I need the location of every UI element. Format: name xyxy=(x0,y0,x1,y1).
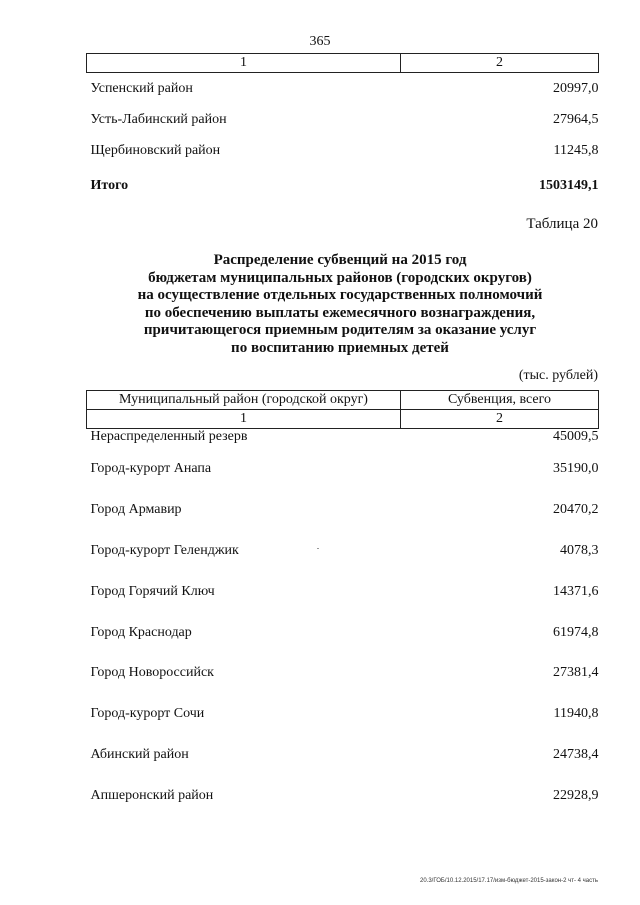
continuation-table xyxy=(86,53,599,206)
column-number-row xyxy=(87,410,599,429)
subsidy-value: 20470,2 xyxy=(553,502,599,518)
column-number: 1 xyxy=(87,410,401,429)
subsidy-value: 20997,0 xyxy=(553,80,599,96)
district-name: Успенский район xyxy=(90,80,193,96)
subsidy-value: 4078,3 xyxy=(560,542,599,558)
table-row xyxy=(87,429,599,450)
district-name: Город Краснодар xyxy=(90,624,192,640)
district-name: Апшеронский район xyxy=(90,787,214,803)
table-row xyxy=(87,490,599,531)
table-row xyxy=(87,694,599,735)
column-header: Муниципальный район (городской округ) xyxy=(87,391,401,410)
district-name: Город-курорт Анапа xyxy=(90,461,212,477)
table-row xyxy=(87,73,599,105)
subsidy-value: 24738,4 xyxy=(553,746,599,762)
title-line: по воспитанию приемных детей xyxy=(231,339,449,356)
page-number: 365 xyxy=(309,34,331,49)
district-name: Город-курорт Сочи xyxy=(90,706,205,722)
district-name: Город-курорт Геленджик xyxy=(90,542,239,558)
document-footer: 20.3/ГОБ/10.12.2015/17.17/изм-бюджет-2015-закон-2 чт- 4 часть xyxy=(420,878,598,884)
subsidy-value: 35190,0 xyxy=(553,461,599,477)
scan-speck xyxy=(317,548,319,549)
subsidy-value: 27381,4 xyxy=(553,665,599,681)
title-line: Распределение субвенций на 2015 год xyxy=(213,252,467,268)
table-row xyxy=(87,653,599,694)
subsidy-value: 45009,5 xyxy=(553,429,599,444)
table-row xyxy=(87,531,599,572)
header-row xyxy=(87,391,599,410)
subsidy-value: 11940,8 xyxy=(553,706,599,722)
subsidy-value: 61974,8 xyxy=(553,624,599,640)
district-name: Усть-Лабинский район xyxy=(90,111,227,127)
table-row xyxy=(87,735,599,776)
table-label: Таблица 20 xyxy=(526,216,598,232)
table-row xyxy=(87,775,599,816)
total-row xyxy=(87,166,599,206)
column-number: 2 xyxy=(401,410,599,429)
subsidy-value: 11245,8 xyxy=(553,142,599,158)
district-name: Щербиновский район xyxy=(90,142,221,158)
subsidy-value: 27964,5 xyxy=(553,111,599,127)
subsidy-table xyxy=(86,390,599,816)
district-name: Город Горячий Ключ xyxy=(90,583,215,599)
table-row xyxy=(87,449,599,490)
table-row xyxy=(87,571,599,612)
district-name: Абинский район xyxy=(90,746,189,762)
total-value: 1503149,1 xyxy=(539,178,599,193)
table-row xyxy=(87,135,599,166)
title-line: на осуществление отдельных государственных полномочий xyxy=(137,287,543,303)
district-name: Город Новороссийск xyxy=(90,665,214,681)
district-name: Нераспределенный резерв xyxy=(90,429,248,444)
title-line: по обеспечению выплаты ежемесячного вознаграждения, xyxy=(144,304,536,321)
subsidy-value: 22928,9 xyxy=(553,787,599,803)
district-name: Город Армавир xyxy=(90,502,182,518)
document-title xyxy=(80,252,600,357)
units-note: (тыс. рублей) xyxy=(518,368,598,383)
total-label: Итого xyxy=(90,178,129,193)
column-number-row xyxy=(87,54,599,73)
column-header: Субвенция, всего xyxy=(401,391,599,410)
table-row xyxy=(87,104,599,135)
title-line: бюджетам муниципальных районов (городских округов) xyxy=(148,269,532,286)
column-number: 1 xyxy=(87,54,401,73)
subsidy-value: 14371,6 xyxy=(553,583,599,599)
title-line: причитающегося приемным родителям за оказание услуг xyxy=(143,322,537,338)
column-number: 2 xyxy=(401,54,599,73)
table-row xyxy=(87,612,599,653)
